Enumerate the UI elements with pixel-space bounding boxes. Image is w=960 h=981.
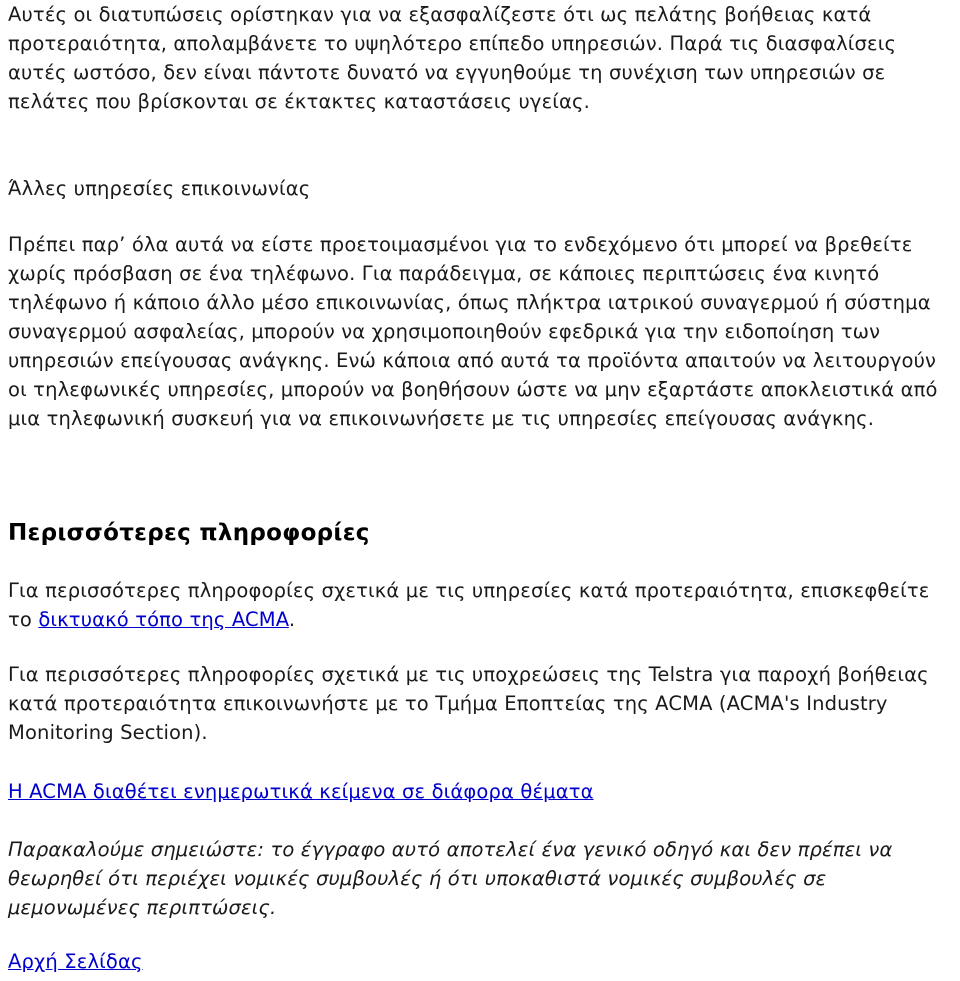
more-info-paragraph-2: Για περισσότερες πληροφορίες σχετικά με τις υποχρεώσεις της Telstra για παροχή βοήθειας κατά προτεραιότητα επικοινωνήστε με το Τμήμα Εποπτείας της ACMA (ACMA's Industry Monitoring Section).	[8, 663, 929, 744]
intro-paragraph: Αυτές οι διατυπώσεις ορίστηκαν για να εξασφαλίζεστε ότι ως πελάτης βοήθειας κατά προτεραιότητα, απολαμβάνετε το υψηλότερο επίπεδο υπηρεσιών. Παρά τις διασφαλίσεις αυτές ωστόσο, δεν είναι πάντοτε δυνατό να εγγυηθούμε τη συνέχιση των υπηρεσιών σε πελάτες που βρίσκονται σε έκτακτες καταστάσεις υγείας.	[8, 3, 897, 113]
top-of-page-link[interactable]: Αρχή Σελίδας	[8, 950, 143, 973]
legal-note: Παρακαλούμε σημειώστε: το έγγραφο αυτό αποτελεί ένα γενικό οδηγό και δεν πρέπει να θεωρηθεί ότι περιέχει νομικές συμβουλές ή ότι υποκαθιστά νομικές συμβουλές σε μεμονωμένες περιπτώσεις.	[8, 838, 893, 919]
acma-website-link[interactable]: δικτυακό τόπο της ACMA	[38, 608, 289, 631]
more-info-heading: Περισσότερες πληροφορίες	[8, 520, 370, 546]
other-services-paragraph: Πρέπει παρ’ όλα αυτά να είστε προετοιμασμένοι για το ενδεχόμενο ότι μπορεί να βρεθείτε χωρίς πρόσβαση σε ένα τηλέφωνο. Για παράδειγμα, σε κάποιες περιπτώσεις ένα κινητό τηλέφωνο ή κάποιο άλλο μέσο επικοινωνίας, όπως πλήκτρα ιατρικού συναγερμού ή σύστημα συναγερμού ασφαλείας, μπορούν να χρησιμοποιηθούν εφεδρικά για την ειδοποίηση των υπηρεσιών επείγουσας ανάγκης. Ενώ κάποια από αυτά τα προϊόντα απαιτούν να λειτουργούν οι τηλεφωνικές υπηρεσίες, μπορούν να βοηθήσουν ώστε να μην εξαρτάστε αποκλειστικά από μια τηλεφωνική συσκευή για να επικοινωνήσετε με τις υπηρεσίες επείγουσας ανάγκης.	[8, 233, 938, 430]
acma-fact-sheets-paragraph	[8, 777, 594, 806]
more-info-text-after-link: .	[288, 608, 296, 631]
more-info-text-before-link: Για περισσότερες πληροφορίες σχετικά με τις υπηρεσίες κατά προτεραιότητα, επισκεφθείτε το	[8, 579, 930, 631]
more-info-paragraph-1	[8, 576, 958, 634]
other-services-heading: Άλλες υπηρεσίες επικοινωνίας	[8, 177, 311, 200]
top-of-page-paragraph	[8, 947, 143, 976]
acma-fact-sheets-link[interactable]: Η ACMA διαθέτει ενημερωτικά κείμενα σε διάφορα θέματα	[8, 780, 594, 803]
